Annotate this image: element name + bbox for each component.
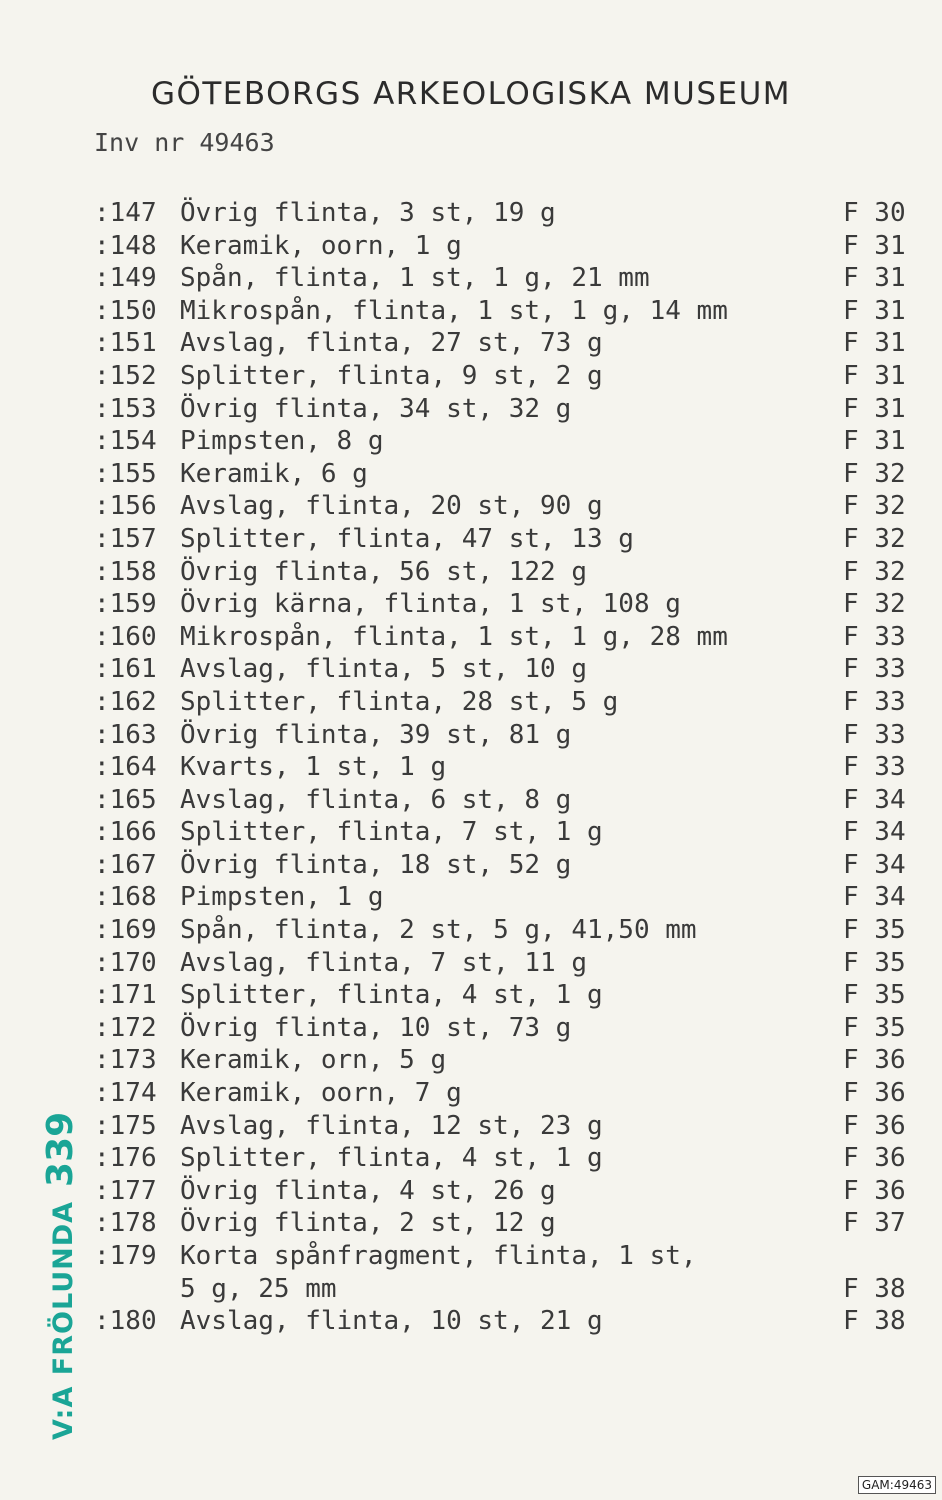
- list-item: [0, 394, 942, 427]
- list-item: [0, 589, 942, 622]
- item-description: Övrig flinta, 3 st, 19 g: [180, 198, 556, 228]
- item-reference: F 34: [843, 849, 906, 880]
- item-number: :157: [94, 523, 157, 554]
- list-item: [0, 231, 942, 264]
- item-number: :147: [94, 198, 157, 228]
- museum-title: GÖTEBORGS ARKEOLOGISKA MUSEUM: [150, 76, 792, 112]
- item-description: Avslag, flinta, 7 st, 11 g: [180, 947, 587, 978]
- list-item: [0, 654, 942, 687]
- list-item: [0, 1306, 942, 1339]
- item-reference: F 35: [843, 1012, 906, 1043]
- item-reference: F 31: [843, 393, 906, 424]
- list-item: [0, 296, 942, 329]
- archive-stamp: GAM:49463: [858, 1476, 936, 1494]
- list-item: [0, 328, 942, 361]
- list-item: [0, 785, 942, 818]
- item-list: [0, 198, 942, 1339]
- list-item: [0, 915, 942, 948]
- item-description: Splitter, flinta, 7 st, 1 g: [180, 817, 603, 848]
- item-description: Korta spånfragment, flinta, 1 st,: [180, 1241, 697, 1271]
- item-reference: F 33: [843, 621, 906, 652]
- item-description: Övrig flinta, 56 st, 122 g: [180, 556, 587, 587]
- list-item: [0, 720, 942, 753]
- item-description: Övrig flinta, 18 st, 52 g: [180, 849, 572, 880]
- item-number: :163: [94, 719, 157, 750]
- item-description: Avslag, flinta, 6 st, 8 g: [180, 784, 572, 815]
- item-reference: F 31: [843, 328, 906, 359]
- item-reference: F 32: [843, 556, 906, 587]
- list-item: [0, 1013, 942, 1046]
- item-number: :165: [94, 784, 157, 815]
- item-number: :179: [94, 1241, 157, 1271]
- item-reference: F 36: [843, 1110, 906, 1141]
- item-description: Pimpsten, 8 g: [180, 426, 384, 457]
- item-number: :175: [94, 1110, 157, 1141]
- item-number: :167: [94, 849, 157, 880]
- item-description: 5 g, 25 mm: [180, 1273, 337, 1304]
- item-reference: F 33: [843, 686, 906, 717]
- item-number: :173: [94, 1045, 157, 1076]
- item-number: :176: [94, 1143, 157, 1174]
- item-number: :156: [94, 491, 157, 522]
- item-description: Övrig flinta, 39 st, 81 g: [180, 719, 572, 750]
- item-description: Mikrospån, flinta, 1 st, 1 g, 14 mm: [180, 295, 728, 326]
- item-number: :154: [94, 426, 157, 457]
- list-item: [0, 622, 942, 655]
- site-label: [40, 1112, 81, 1440]
- item-description: Övrig flinta, 34 st, 32 g: [180, 393, 572, 424]
- list-item: [0, 1208, 942, 1241]
- item-description: Kvarts, 1 st, 1 g: [180, 752, 447, 783]
- item-description: Avslag, flinta, 5 st, 10 g: [180, 654, 587, 685]
- item-reference: F 36: [843, 1175, 906, 1206]
- list-item: [0, 1143, 942, 1176]
- item-reference: F 34: [843, 784, 906, 815]
- item-description: Mikrospån, flinta, 1 st, 1 g, 28 mm: [180, 621, 728, 652]
- item-number: :149: [94, 263, 157, 294]
- item-number: :162: [94, 686, 157, 717]
- item-reference: F 35: [843, 947, 906, 978]
- item-reference: F 38: [843, 1306, 906, 1337]
- list-item: [0, 1176, 942, 1209]
- item-number: :161: [94, 654, 157, 685]
- list-item: [0, 198, 942, 231]
- item-reference: F 32: [843, 491, 906, 522]
- list-item: [0, 557, 942, 590]
- item-number: :171: [94, 980, 157, 1011]
- item-description: Splitter, flinta, 47 st, 13 g: [180, 523, 634, 554]
- item-number: :178: [94, 1208, 157, 1239]
- list-item: [0, 263, 942, 296]
- list-item: [0, 459, 942, 492]
- item-reference: F 33: [843, 752, 906, 783]
- item-reference: F 31: [843, 295, 906, 326]
- item-number: :151: [94, 328, 157, 359]
- item-number: :158: [94, 556, 157, 587]
- item-number: :180: [94, 1306, 157, 1337]
- item-description: Keramik, oorn, 7 g: [180, 1078, 462, 1109]
- item-reference: F 35: [843, 915, 906, 946]
- site-name: V:A FRÖLUNDA: [48, 1200, 79, 1440]
- list-item: [0, 1111, 942, 1144]
- item-description: Avslag, flinta, 27 st, 73 g: [180, 328, 603, 359]
- item-reference: F 36: [843, 1045, 906, 1076]
- item-number: :164: [94, 752, 157, 783]
- item-description: Övrig flinta, 2 st, 12 g: [180, 1208, 556, 1239]
- list-item: [0, 1078, 942, 1111]
- list-item: [0, 817, 942, 850]
- item-description: Övrig flinta, 4 st, 26 g: [180, 1175, 556, 1206]
- list-item: [0, 426, 942, 459]
- item-number: :166: [94, 817, 157, 848]
- item-reference: F 31: [843, 426, 906, 457]
- inventory-number: Inv nr 49463: [94, 128, 275, 157]
- item-reference: F 31: [843, 263, 906, 294]
- site-number: 339: [40, 1111, 81, 1187]
- item-description: Keramik, oorn, 1 g: [180, 230, 462, 261]
- item-description: Spån, flinta, 1 st, 1 g, 21 mm: [180, 263, 650, 294]
- item-description: Övrig flinta, 10 st, 73 g: [180, 1012, 572, 1043]
- item-description: Keramik, orn, 5 g: [180, 1045, 447, 1076]
- list-item: [0, 1241, 942, 1274]
- item-number: :170: [94, 947, 157, 978]
- item-description: Splitter, flinta, 9 st, 2 g: [180, 360, 603, 391]
- item-number: :153: [94, 393, 157, 424]
- list-item: [0, 524, 942, 557]
- list-item: [0, 882, 942, 915]
- item-reference: F 34: [843, 817, 906, 848]
- item-number: :160: [94, 621, 157, 652]
- item-reference: F 38: [843, 1273, 906, 1304]
- item-reference: F 31: [843, 230, 906, 261]
- list-item: [0, 980, 942, 1013]
- item-reference: F 36: [843, 1078, 906, 1109]
- item-reference: F 30: [843, 198, 906, 228]
- list-item: [0, 491, 942, 524]
- item-description: Splitter, flinta, 4 st, 1 g: [180, 980, 603, 1011]
- item-description: Avslag, flinta, 10 st, 21 g: [180, 1306, 603, 1337]
- item-number: :150: [94, 295, 157, 326]
- item-description: Avslag, flinta, 12 st, 23 g: [180, 1110, 603, 1141]
- item-reference: F 32: [843, 458, 906, 489]
- item-description: Splitter, flinta, 28 st, 5 g: [180, 686, 619, 717]
- list-item: [0, 1045, 942, 1078]
- item-description: Pimpsten, 1 g: [180, 882, 384, 913]
- item-number: :152: [94, 360, 157, 391]
- item-reference: F 34: [843, 882, 906, 913]
- item-number: :172: [94, 1012, 157, 1043]
- item-number: :148: [94, 230, 157, 261]
- item-reference: F 37: [843, 1208, 906, 1239]
- item-number: :169: [94, 915, 157, 946]
- item-description: Övrig kärna, flinta, 1 st, 108 g: [180, 589, 681, 620]
- list-item: [0, 752, 942, 785]
- item-number: :159: [94, 589, 157, 620]
- item-reference: F 35: [843, 980, 906, 1011]
- item-reference: F 32: [843, 589, 906, 620]
- item-reference: F 33: [843, 719, 906, 750]
- list-item: [0, 687, 942, 720]
- list-item: [0, 948, 942, 981]
- item-description: Splitter, flinta, 4 st, 1 g: [180, 1143, 603, 1174]
- item-reference: F 33: [843, 654, 906, 685]
- list-item: [0, 361, 942, 394]
- list-item: [0, 1274, 942, 1307]
- item-description: Avslag, flinta, 20 st, 90 g: [180, 491, 603, 522]
- item-number: :174: [94, 1078, 157, 1109]
- item-description: Keramik, 6 g: [180, 458, 368, 489]
- item-reference: F 36: [843, 1143, 906, 1174]
- item-reference: F 32: [843, 523, 906, 554]
- item-number: :177: [94, 1175, 157, 1206]
- item-number: :155: [94, 458, 157, 489]
- item-number: :168: [94, 882, 157, 913]
- item-reference: F 31: [843, 360, 906, 391]
- item-description: Spån, flinta, 2 st, 5 g, 41,50 mm: [180, 915, 697, 946]
- list-item: [0, 850, 942, 883]
